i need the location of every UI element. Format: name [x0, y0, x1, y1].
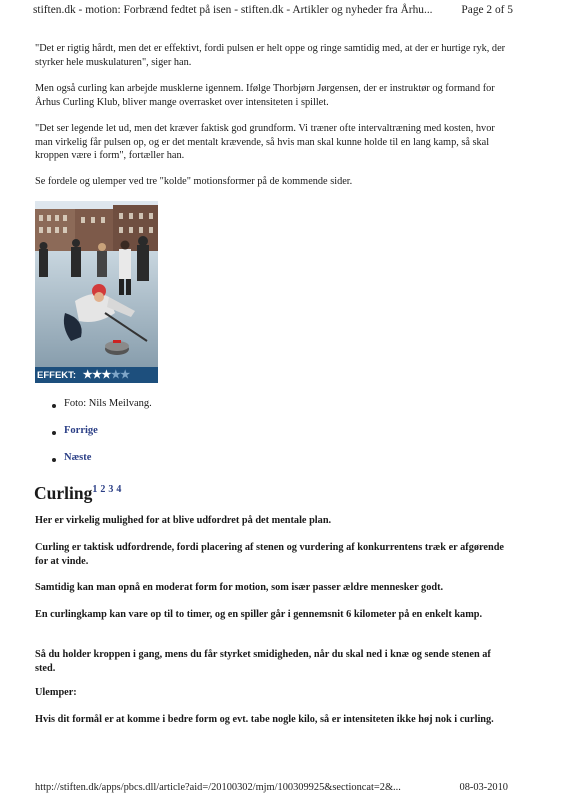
list-item [35, 452, 335, 479]
curling-moderate-exercise: Samtidig kan man opnå en moderat form for motion, som især passer ældre mennesker godt. [35, 582, 444, 593]
curling-disadvantage: Hvis dit formål er at komme i bedre form og evt. tabe nogle kilo, så er intensiteten ikke høj nok i curling. [35, 714, 494, 725]
star-empty-icon: ★ [120, 369, 130, 381]
page-link-1[interactable]: 1 [92, 484, 98, 495]
list-item [35, 425, 335, 452]
page-footer [35, 782, 508, 793]
effekt-stars [83, 369, 130, 381]
star-filled-icon: ★ [82, 369, 93, 381]
page-title: stiften.dk - motion: Forbrænd fedtet på isen - stiften.dk - Artikler og nyheder fra Århu... [33, 4, 433, 16]
article-paragraph-4: Se fordele og ulemper ved tre "kolde" motionsformer på de kommende sider. [35, 176, 353, 187]
page-link-2[interactable]: 2 [100, 484, 106, 495]
page-indicator: Page 2 of 5 [461, 4, 513, 16]
page-link-3[interactable]: 3 [108, 484, 114, 495]
footer-url: http://stiften.dk/apps/pbcs.dll/article?aid=/20100302/mjm/100309925&sectioncat=2&... [35, 782, 401, 793]
curling-duration: En curlingkamp kan vare op til to timer, og en spiller går i gennemsnit 6 kilometer på en enkelt kamp. [35, 609, 483, 620]
next-link[interactable]: Næste [64, 452, 92, 463]
article-paragraph-2: Men også curling kan arbejde musklerne igennem. Ifølge Thorbjørn Jørgensen, der er instruktør og formand for Århus Curling Klub, bliver mange overrasket over intensiteten i spillet. [35, 83, 495, 108]
section-heading [34, 478, 124, 505]
section-title: Curling [34, 483, 93, 503]
curling-tactics: Curling er taktisk udfordrende, fordi placering af stenen og vurdering af konkurrentens træk er afgørende for at vinde. [35, 542, 504, 567]
curling-photo [35, 201, 158, 383]
curling-flexibility: Så du holder kroppen i gang, mens du får styrket smidigheden, når du skal ned i knæ og sende stenen af sted. [35, 649, 491, 674]
star-empty-icon: ★ [110, 369, 121, 381]
page-header [33, 4, 513, 16]
photo-caption: Foto: Nils Meilvang. [64, 398, 152, 409]
disadvantages-heading: Ulemper: [35, 687, 77, 698]
star-filled-icon: ★ [101, 369, 111, 381]
effekt-label: EFFEKT: [37, 370, 77, 381]
article-links [35, 398, 335, 479]
list-item [35, 398, 335, 425]
page-links [92, 484, 124, 495]
quote-paragraph-3: "Det ser legende let ud, men det kræver faktisk god grundform. Vi træner ofte intervaltræning med kosten, hvor man virkelig får pulsen op, og er det mentalt krævende, så hvis man skal kunne holde til en lang kamp, så skal kroppen være i form", fortæller han. [35, 123, 495, 161]
curling-intro: Her er virkelig mulighed for at blive udfordret på det mentale plan. [35, 515, 332, 526]
effekt-rating [37, 368, 158, 383]
footer-date: 08-03-2010 [459, 782, 508, 793]
star-filled-icon: ★ [92, 369, 102, 381]
previous-link[interactable]: Forrige [64, 425, 98, 436]
quote-paragraph-1: "Det er rigtig hårdt, men det er effektivt, fordi pulsen er helt oppe og ringe samtidig med, at der er hurtige ryk, der styrker hele muskulaturen", siger han. [35, 43, 506, 68]
page-link-4[interactable]: 4 [116, 484, 122, 495]
